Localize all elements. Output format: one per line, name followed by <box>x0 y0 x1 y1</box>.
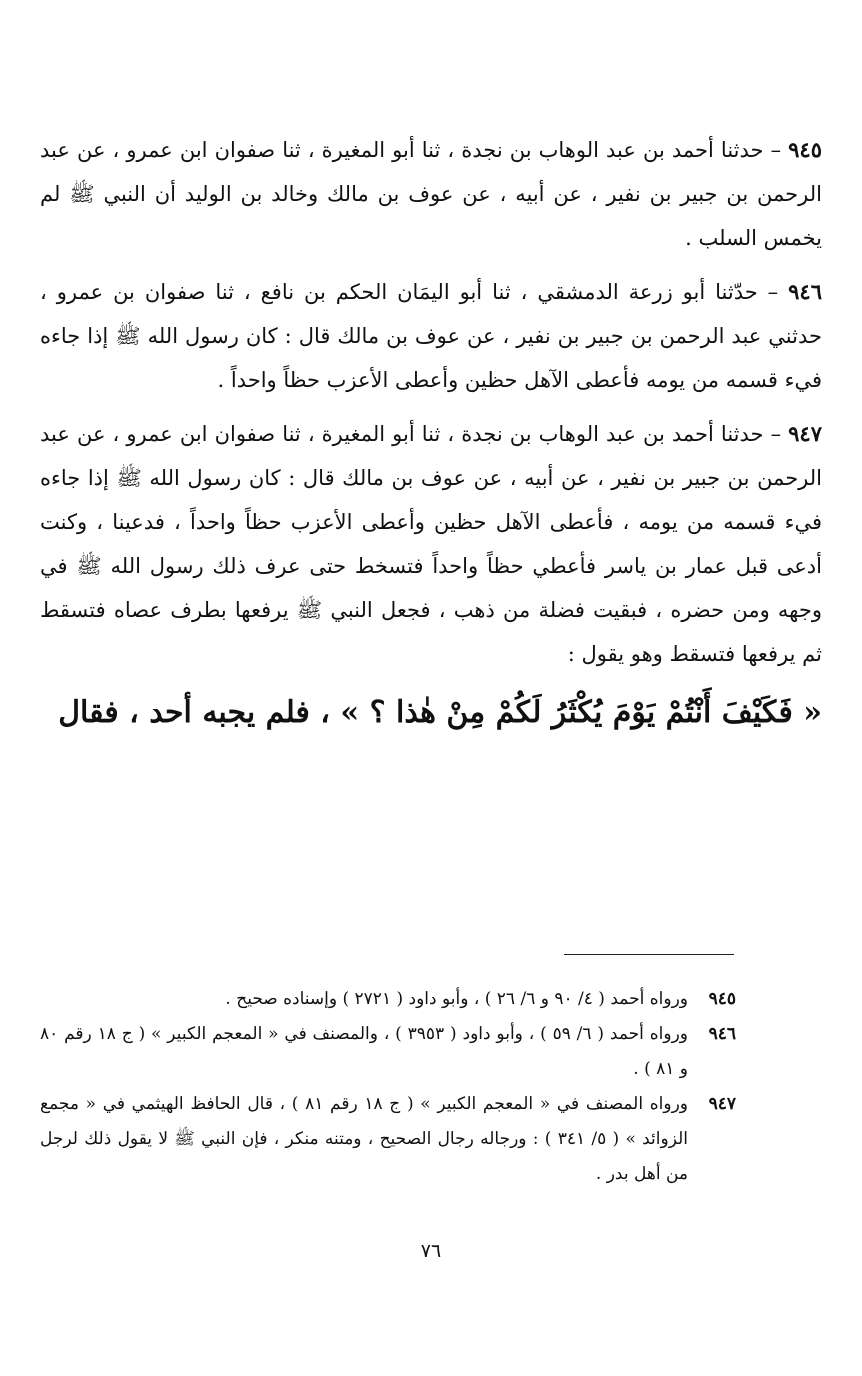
footnote-number: ٩٤٦ <box>708 1024 736 1044</box>
hadith-text: – حدثنا أحمد بن عبد الوهاب بن نجدة ، ثنا أبو المغيرة ، ثنا صفوان ابن عمرو ، عن عبد الرحمن بن جبير بن نفير ، عن أبيه ، عن عوف بن مالك قال : كان رسول الله ﷺ إذا جاءه فيء قسمه من يومه ، فأعطى الآهل حظين وأعطى الأعزب حظاً واحداً ، فدعينا ، وكنت أدعى قبل عمار بن ياسر فأعطي حظاً واحداً فتسخط حتى عرف ذلك رسول الله ﷺ في وجهه ومن حضره ، فبقيت فضلة من ذهب ، فجعل النبي ﷺ يرفعها بطرف عصاه فتسقط ثم يرفعها فتسقط وهو يقول : <box>40 422 822 666</box>
hadith-number: ٩٤٥ <box>788 137 822 162</box>
footnote-946 <box>40 1017 736 1087</box>
footnote-945 <box>40 982 736 1017</box>
hadith-text: – حدثنا أحمد بن عبد الوهاب بن نجدة ، ثنا أبو المغيرة ، ثنا صفوان ابن عمرو ، عن عبد الرحمن بن جبير بن نفير ، عن أبيه ، عن عوف بن مالك وخالد بن الوليد أن النبي ﷺ لم يخمس السلب . <box>40 138 822 250</box>
footnote-text: ورواه المصنف في « المعجم الكبير » ( ج ١٨ رقم ٨١ ) ، قال الحافظ الهيثمي في « مجمع الزوائد » ( ٥/ ٣٤١ ) : ورجاله رجال الصحيح ، ومتنه منكر ، فإن النبي ﷺ لا يقول ذلك لرجل من أهل بدر . <box>40 1094 688 1184</box>
footnote-text: ورواه أحمد ( ٤/ ٩٠ و ٦/ ٢٦ ) ، وأبو داود ( ٢٧٢١ ) وإسناده صحيح . <box>225 989 688 1009</box>
footnote-947 <box>40 1087 736 1192</box>
footnote-number: ٩٤٧ <box>708 1094 736 1114</box>
footnote-number: ٩٤٥ <box>708 989 736 1009</box>
hadith-946 <box>40 270 822 402</box>
page-number: ٧٦ <box>420 1240 442 1262</box>
footnote-text: ورواه أحمد ( ٦/ ٥٩ ) ، وأبو داود ( ٣٩٥٣ ) ، والمصنف في « المعجم الكبير » ( ج ١٨ رقم ٨٠ و ٨١ ) . <box>40 1024 688 1079</box>
hadith-947 <box>40 412 822 676</box>
main-text <box>40 128 822 740</box>
footnotes <box>40 982 736 1192</box>
hadith-number: ٩٤٧ <box>788 421 822 446</box>
footnote-divider <box>564 954 734 955</box>
quoted-saying: « فَكَيْفَ أَنْتُمْ يَوْمَ يُكْثَرُ لَكُمْ مِنْ هٰذا ؟ » ، فلم يجبه أحد ، فقال <box>58 695 822 730</box>
hadith-text: – حدّثنا أبو زرعة الدمشقي ، ثنا أبو اليمَان الحكم بن نافع ، ثنا صفوان بن عمرو ، حدثني عبد الرحمن بن جبير بن نفير ، عن عوف بن مالك قال : كان رسول الله ﷺ إذا جاءه فيء قسمه من يومه فأعطى الآهل حظين وأعطى الأعزب حظاً واحداً . <box>40 280 822 392</box>
hadith-945 <box>40 128 822 260</box>
hadith-number: ٩٤٦ <box>788 279 822 304</box>
